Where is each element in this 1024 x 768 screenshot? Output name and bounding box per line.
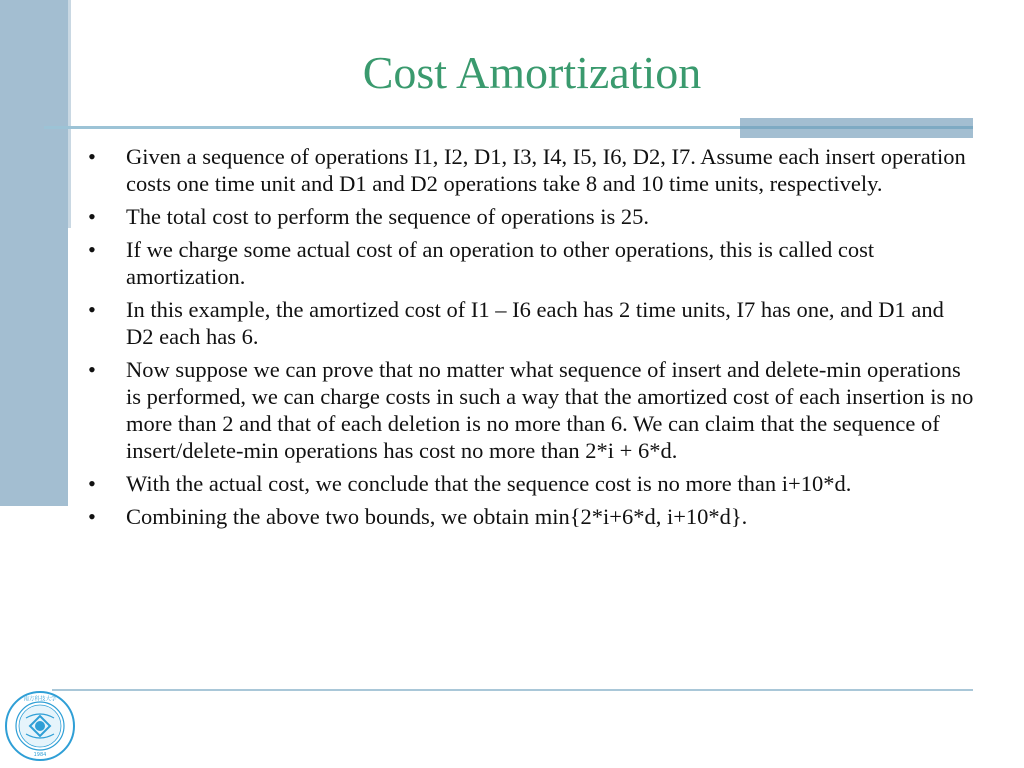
footer-divider [52,689,973,691]
bullet-item [84,296,976,350]
university-seal-icon [4,690,76,762]
bullet-marker: • [88,357,96,382]
bullet-text: In this example, the amortized cost of I1 – I6 each has 2 time units, I7 has one, and D1 and D2 each has 6. [126,297,944,349]
seal-year: 1984 [33,752,47,758]
bullet-text: With the actual cost, we conclude that the sequence cost is no more than i+10*d. [126,471,852,496]
bullet-text: Combining the above two bounds, we obtain min{2*i+6*d, i+10*d}. [126,504,748,529]
bullet-text: Now suppose we can prove that no matter what sequence of insert and delete-min operations is performed, we can charge costs in such a way that the amortized cost of each insertion is no more than 2 and that of each deletion is no more than 6. We can claim that the sequence of insert/delete-min operations has cost no more than 2*i + 6*d. [126,357,974,463]
bullet-item [84,503,976,530]
bullet-text: Given a sequence of operations I1, I2, D1, I3, I4, I5, I6, D2, I7. Assume each insert operation costs one time unit and D1 and D2 operations take 8 and 10 time units, respectively. [126,144,966,196]
bullet-marker: • [88,144,96,169]
bullet-item [84,203,976,230]
bullet-item [84,356,976,464]
bullet-item [84,143,976,197]
left-accent-bar-edge [68,0,71,228]
bullet-text: The total cost to perform the sequence of operations is 25. [126,204,649,229]
title-divider-block-line [740,126,973,129]
bullet-item [84,470,976,497]
bullet-marker: • [88,297,96,322]
bullet-marker: • [88,504,96,529]
bullet-marker: • [88,471,96,496]
slide-title: Cost Amortization [362,47,702,98]
bullet-text: If we charge some actual cost of an operation to other operations, this is called cost amortization. [126,237,875,289]
bullet-marker: • [88,237,96,262]
bullet-item [84,236,976,290]
bullet-list [84,143,976,536]
seal-text: 南方科技大学 [23,696,57,703]
bullet-marker: • [88,204,96,229]
